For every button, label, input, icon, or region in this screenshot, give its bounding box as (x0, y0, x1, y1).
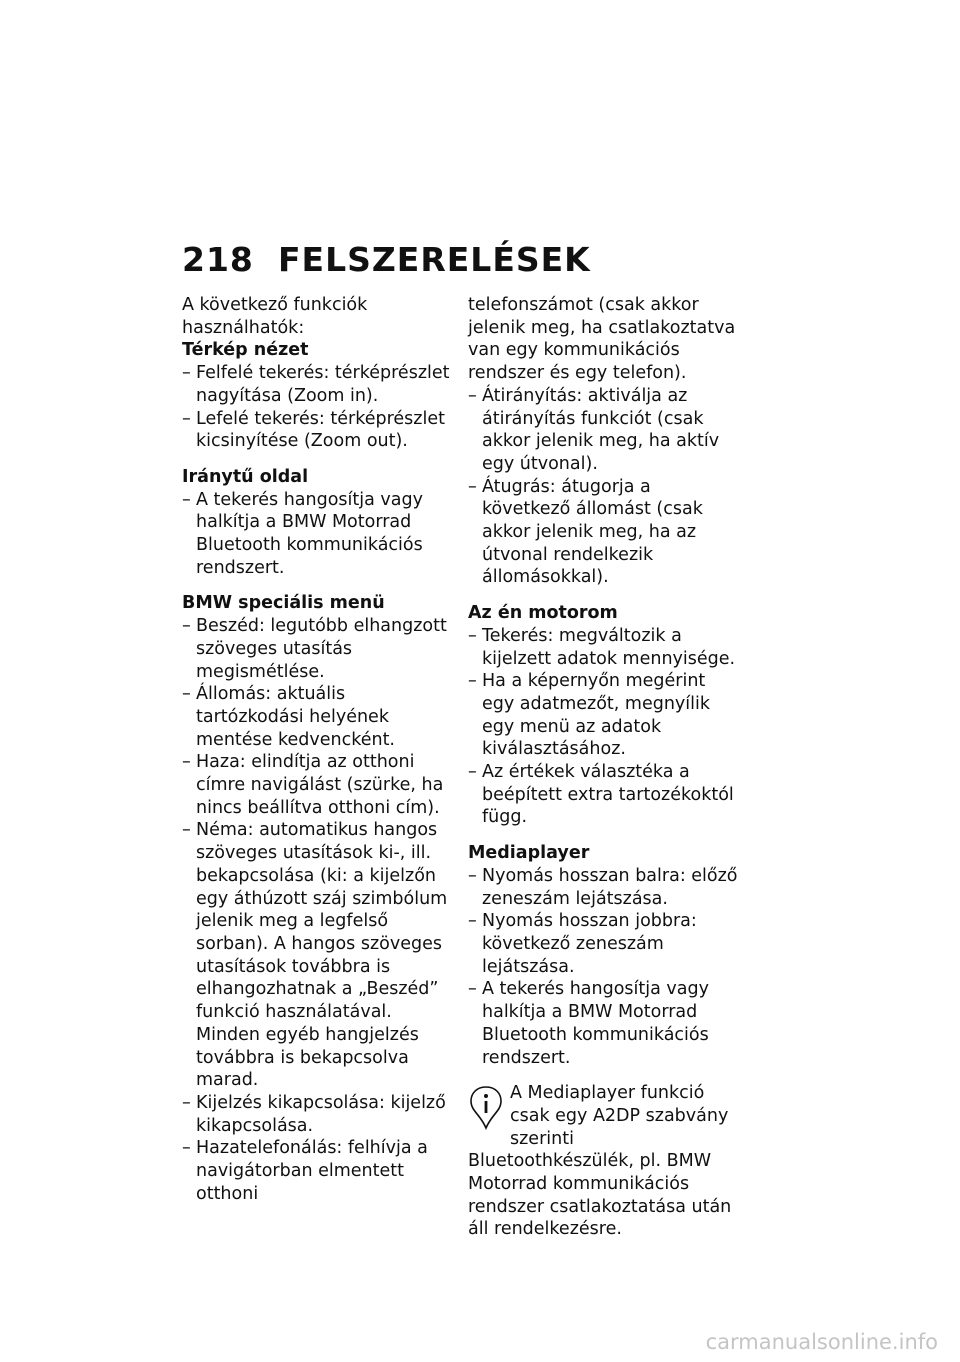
list-item-text: Felfelé tekerés: térképrészlet nagyítása (Zoom in). (196, 363, 450, 406)
dash-marker: – (468, 671, 477, 692)
item-list (182, 615, 454, 1205)
item-list (182, 362, 454, 453)
left-sections (182, 339, 454, 1205)
list-item-text: Ha a képernyőn megérint egy adatmezőt, megnyílik egy menü az adatok kiválasztásához. (482, 671, 710, 760)
dash-marker: – (182, 684, 191, 705)
info-note (468, 1082, 740, 1241)
list-item-text: A tekerés hangosítja vagy halkítja a BMW Motorrad Bluetooth kommunikációs rendszert. (482, 979, 709, 1068)
left-column (182, 294, 454, 1205)
note-text: A Mediaplayer funkció csak egy A2DP szabvány szerinti Bluetoothkészülék, pl. BMW Motorrad kommunikációs rendszer csatlakoztatása után áll rendelkezésre. (468, 1083, 732, 1240)
list-item-text: Haza: elindítja az otthoni címre navigálást (szürke, ha nincs beállítva otthoni cím). (196, 752, 444, 818)
dash-marker: – (182, 820, 191, 841)
info-icon (468, 1084, 504, 1130)
dash-marker: – (468, 476, 477, 497)
dash-marker: – (182, 1092, 191, 1113)
list-item (468, 910, 740, 978)
right-column (468, 294, 740, 1241)
item-list (468, 625, 740, 829)
list-item (182, 1137, 454, 1205)
list-item-text: Kijelzés kikapcsolása: kijelző kikapcsolása. (196, 1092, 446, 1136)
list-item (182, 408, 454, 453)
section-heading: BMW speciális menü (182, 593, 385, 614)
page-title: FELSZERELÉSEK (278, 240, 591, 279)
section (182, 339, 454, 453)
dash-marker: – (468, 865, 477, 886)
dash-marker: – (182, 752, 191, 773)
list-item (182, 489, 454, 580)
dash-marker: – (468, 911, 477, 932)
list-item-text: Átirányítás: aktiválja az átirányítás funkciót (csak akkor jelenik meg, ha aktív egy útvonal). (482, 385, 720, 474)
list-item (468, 476, 740, 590)
list-item (182, 1092, 454, 1137)
list-item-text: Nyomás hosszan balra: előző zeneszám lejátszása. (482, 865, 738, 909)
watermark-footer: carmanualsonline.info (705, 1330, 938, 1354)
list-item (182, 819, 454, 1091)
list-item (468, 761, 740, 829)
section (182, 592, 454, 1205)
right-item-list (468, 385, 740, 589)
item-list (468, 865, 740, 1069)
list-item-text: Az értékek választéka a beépített extra tartozékoktól függ. (482, 762, 734, 828)
list-item-text: Állomás: aktuális tartózkodási helyének mentése kedvencként. (196, 684, 395, 750)
list-item (182, 615, 454, 683)
list-item (182, 362, 454, 407)
right-sections (468, 602, 740, 1069)
list-item (468, 865, 740, 910)
list-item-text: Átugrás: átugorja a következő állomást (csak akkor jelenik meg, ha az útvonal rendelkezik állomásokkal). (482, 476, 703, 588)
list-item-text: Lefelé tekerés: térképrészlet kicsinyítése (Zoom out). (196, 408, 445, 452)
page-header (182, 240, 591, 279)
list-item (182, 751, 454, 819)
dash-marker: – (182, 489, 191, 510)
list-item-text: Néma: automatikus hangos szöveges utasítások ki-, ill. bekapcsolása (ki: a kijelzőn egy áthúzott száj szimbólum jelenik meg a legfelső sorban). A hangos szöveges utasítások továbbra is elhangozhatnak a „Beszéd” funkció használatával. Minden egyéb hangjelzés továbbra is bekapcsolva marad. (196, 820, 448, 1091)
item-list (182, 489, 454, 580)
section-heading: Az én motorom (468, 603, 618, 624)
dash-marker: – (182, 1138, 191, 1159)
dash-marker: – (468, 385, 477, 406)
dash-marker: – (468, 625, 477, 646)
list-item-text: Nyomás hosszan jobbra: következő zeneszám lejátszása. (482, 911, 697, 977)
section-heading: Iránytű oldal (182, 466, 309, 487)
dash-marker: – (468, 762, 477, 783)
list-item (468, 385, 740, 476)
section (468, 842, 740, 1069)
list-item (182, 683, 454, 751)
section (182, 466, 454, 580)
list-item-text: A tekerés hangosítja vagy halkítja a BMW Motorrad Bluetooth kommunikációs rendszert. (196, 489, 423, 578)
intro-text: A következő funkciók használhatók: (182, 295, 368, 338)
list-item (468, 670, 740, 761)
continued-item-text: telefonszámot (csak akkor jelenik meg, ha csatlakoztatva van egy kommunikációs rendszer és egy telefon). (468, 295, 736, 384)
dash-marker: – (468, 979, 477, 1000)
list-item-text: Tekerés: megváltozik a kijelzett adatok mennyisége. (482, 625, 736, 669)
section-heading: Mediaplayer (468, 843, 590, 864)
dash-marker: – (182, 408, 191, 429)
list-item (468, 625, 740, 670)
section (468, 602, 740, 829)
list-item-text: Hazatelefonálás: felhívja a navigátorban elmentett otthoni (196, 1138, 428, 1204)
page-number: 218 (182, 240, 254, 279)
dash-marker: – (182, 616, 191, 637)
list-item (468, 978, 740, 1069)
section-heading: Térkép nézet (182, 340, 309, 361)
dash-marker: – (182, 363, 191, 384)
list-item-text: Beszéd: legutóbb elhangzott szöveges utasítás megismétlése. (196, 616, 447, 682)
